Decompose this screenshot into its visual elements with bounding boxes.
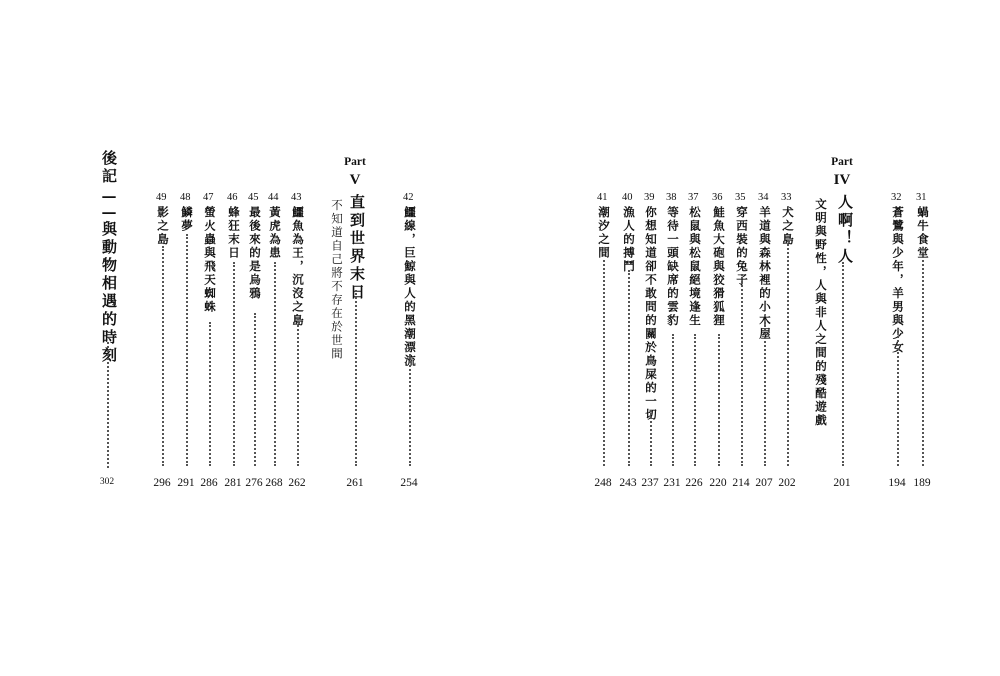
chapter-leader [254, 313, 256, 466]
chapter-title: 鱷魚為王，沉沒之島 [291, 206, 305, 328]
chapter-leader [650, 410, 652, 466]
chapter-leader [718, 334, 720, 466]
chapter-number: 49 [156, 192, 167, 203]
chapter-title: 穿西裝的兔子 [735, 206, 749, 287]
part5-leader [355, 290, 357, 466]
part4-page: 201 [833, 477, 851, 489]
chapter-page: 194 [888, 477, 906, 489]
afterword-title: 後記 [100, 150, 118, 186]
chapter-page: 243 [619, 477, 637, 489]
chapter-number: 48 [180, 192, 191, 203]
chapter-title: 黃虎為患 [268, 206, 282, 260]
afterword-dash: —— [100, 187, 118, 219]
chapter-leader [162, 246, 164, 466]
chapter-page: 226 [685, 477, 703, 489]
chapter-title: 漁人的搏鬥 [622, 206, 636, 274]
chapter-page: 231 [663, 477, 681, 489]
part5-page: 261 [346, 477, 364, 489]
part5-title: 直到世界末日 [348, 194, 366, 302]
chapter-title: 螢火蟲與飛天蜘蛛 [203, 206, 217, 314]
chapter-leader [209, 322, 211, 466]
chapter-page: 248 [594, 477, 612, 489]
chapter-number: 37 [688, 192, 699, 203]
chapter-number: 47 [203, 192, 214, 203]
ch42-leader [409, 354, 411, 466]
chapter-title: 松鼠與松鼠絕境逢生 [688, 206, 702, 328]
chapter-leader [897, 331, 899, 466]
chapter-number: 32 [891, 192, 902, 203]
chapter-title: 犬之島 [781, 206, 795, 247]
chapter-title: 鱗夢 [180, 206, 194, 233]
chapter-leader [672, 334, 674, 466]
chapter-title: 鮭魚大砲與狡猾狐狸 [712, 206, 726, 328]
chapter-leader [233, 262, 235, 466]
chapter-page: 189 [913, 477, 931, 489]
chapter-number: 43 [291, 192, 302, 203]
chapter-page: 276 [245, 477, 263, 489]
afterword-leader [107, 342, 109, 468]
chapter-number: 45 [248, 192, 259, 203]
chapter-page: 262 [288, 477, 306, 489]
part5-label: Part [344, 156, 366, 168]
chapter-page: 220 [709, 477, 727, 489]
chapter-page: 207 [755, 477, 773, 489]
chapter-number: 38 [666, 192, 677, 203]
chapter-leader [628, 270, 630, 466]
chapter-page: 214 [732, 477, 750, 489]
chapter-leader [922, 256, 924, 466]
chapter-leader [787, 236, 789, 466]
chapter-title: 你想知道卻不敢問的關於鳥屎的一切 [644, 206, 658, 422]
chapter-leader [694, 334, 696, 466]
chapter-number: 36 [712, 192, 723, 203]
part4-roman: IV [833, 172, 851, 188]
part4-leader [842, 262, 844, 466]
chapter-title: 最後來的是烏鴉 [248, 206, 262, 301]
chapter-leader [764, 322, 766, 466]
chapter-page: 296 [153, 477, 171, 489]
chapter-title: 蒼鷺與少年，羊男與少女 [891, 206, 905, 355]
chapter-title: 影之島 [156, 206, 170, 247]
chapter-number: 35 [735, 192, 746, 203]
part5-subtitle: 不知道自己將不存在於世間 [330, 199, 344, 361]
chapter-number: 31 [916, 192, 927, 203]
chapter-page: 268 [265, 477, 283, 489]
chapter-title: 等待一頭缺席的雲豹 [666, 206, 680, 328]
chapter-number: 44 [268, 192, 279, 203]
chapter-number: 34 [758, 192, 769, 203]
afterword-page: 302 [99, 477, 115, 487]
chapter-page: 281 [224, 477, 242, 489]
ch42-number: 42 [403, 192, 414, 203]
ch42-title: 鱷線，巨鯨與人的黑潮漂流 [403, 206, 417, 368]
chapter-title: 羊道與森林裡的小木屋 [758, 206, 772, 341]
ch42-page: 254 [400, 477, 418, 489]
afterword-heading [99, 150, 120, 186]
chapter-leader [274, 262, 276, 466]
chapter-leader [186, 234, 188, 466]
chapter-page: 291 [177, 477, 195, 489]
chapter-number: 41 [597, 192, 608, 203]
chapter-number: 40 [622, 192, 633, 203]
afterword-subtitle: 與動物相遇的時刻 [100, 221, 118, 365]
chapter-number: 33 [781, 192, 792, 203]
chapter-title: 蝸牛食堂 [916, 206, 930, 260]
part4-label: Part [831, 156, 853, 168]
chapter-number: 39 [644, 192, 655, 203]
chapter-number: 46 [227, 192, 238, 203]
part4-title: 人啊！人 [836, 194, 854, 266]
chapter-title: 潮汐之間 [597, 206, 611, 260]
chapter-leader [741, 274, 743, 466]
part5-roman: V [349, 172, 361, 188]
chapter-page: 237 [641, 477, 659, 489]
chapter-page: 286 [200, 477, 218, 489]
chapter-page: 202 [778, 477, 796, 489]
chapter-title: 蜂狂末日 [227, 206, 241, 260]
part4-subtitle: 文明與野性，人與非人之間的殘酷遊戲 [814, 198, 828, 428]
chapter-leader [603, 260, 605, 466]
chapter-leader [297, 318, 299, 466]
